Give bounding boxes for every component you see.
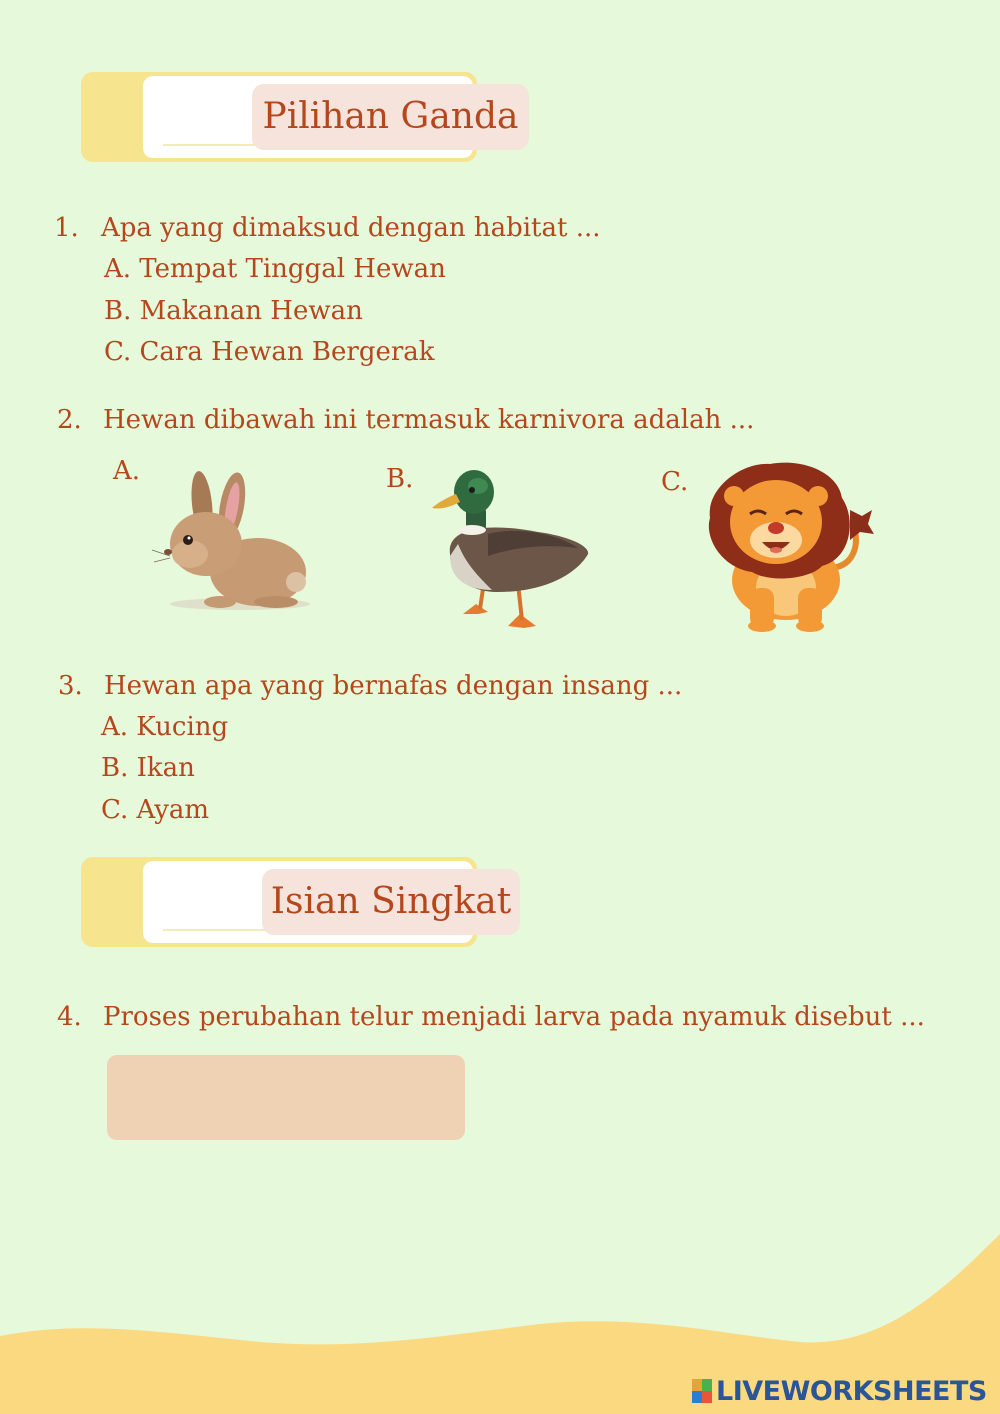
question-text: Apa yang dimaksud dengan habitat ... bbox=[101, 213, 601, 243]
section-title: Pilihan Ganda bbox=[262, 96, 519, 137]
image-option-label-b[interactable]: B. bbox=[386, 464, 414, 494]
question-number: 2. bbox=[57, 405, 82, 435]
option-a[interactable]: A. Kucing bbox=[101, 712, 229, 742]
question-number: 4. bbox=[57, 1002, 82, 1032]
option-b[interactable]: B. Ikan bbox=[101, 753, 195, 783]
liveworksheets-logo-icon bbox=[692, 1379, 712, 1403]
option-c[interactable]: C. Ayam bbox=[101, 795, 210, 825]
duck-icon[interactable] bbox=[428, 464, 594, 636]
question-number: 1. bbox=[54, 213, 79, 243]
option-a[interactable]: A. Tempat Tinggal Hewan bbox=[104, 254, 446, 284]
section-title: Isian Singkat bbox=[270, 881, 512, 922]
image-option-label-a[interactable]: A. bbox=[113, 456, 141, 486]
brand-wordmark: LIVEWORKSHEETS bbox=[716, 1375, 987, 1407]
question-number: 3. bbox=[58, 671, 83, 701]
option-c[interactable]: C. Cara Hewan Bergerak bbox=[104, 337, 435, 367]
lion-icon[interactable] bbox=[702, 458, 876, 634]
rabbit-icon[interactable] bbox=[150, 466, 310, 612]
option-b[interactable]: B. Makanan Hewan bbox=[104, 296, 363, 326]
section-header-short-answer bbox=[81, 857, 512, 947]
image-option-label-c[interactable]: C. bbox=[661, 467, 689, 497]
brand-logo[interactable] bbox=[692, 1373, 987, 1409]
question-text: Proses perubahan telur menjadi larva pada nyamuk disebut ... bbox=[103, 1002, 925, 1032]
section-header-multiple-choice bbox=[81, 72, 519, 162]
question-text: Hewan apa yang bernafas dengan insang ... bbox=[104, 671, 683, 701]
question-text: Hewan dibawah ini termasuk karnivora adalah ... bbox=[103, 405, 755, 435]
answer-input[interactable] bbox=[107, 1055, 465, 1140]
